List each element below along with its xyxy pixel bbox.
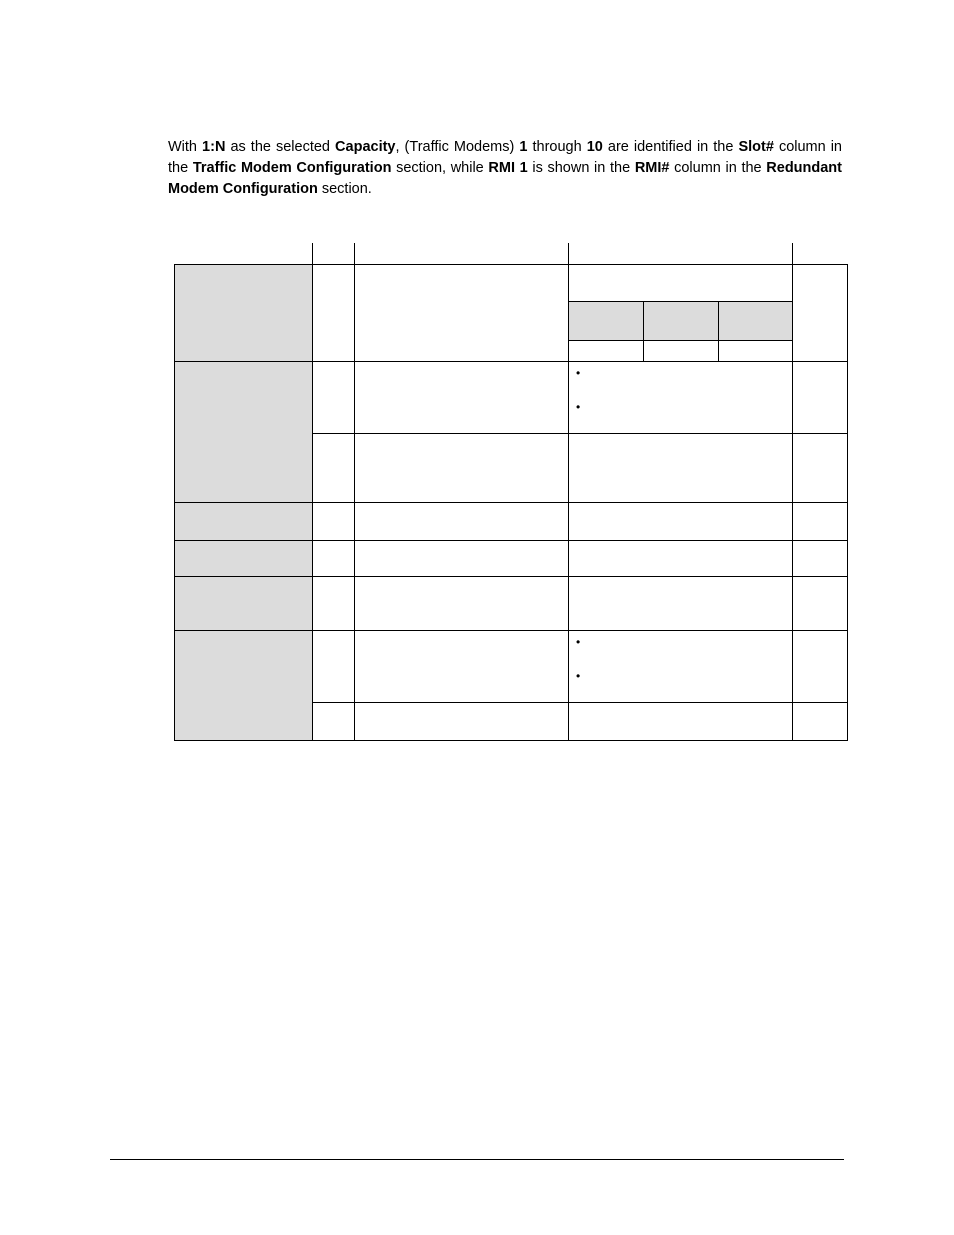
bullet-point: • (576, 669, 581, 683)
table-row-label (174, 631, 312, 741)
slot-from: 1 (519, 138, 528, 155)
slot-column-name: Slot# (738, 138, 774, 155)
table-header-row (174, 243, 848, 265)
subtable-header-cell (569, 302, 643, 340)
redundant-section-name: Redundant Modem Configuration (168, 159, 842, 197)
column-divider (792, 265, 793, 741)
subtable-header-cell (719, 302, 792, 340)
table-right-border (847, 265, 848, 741)
subtable-divider (718, 302, 719, 361)
table-row-label (174, 541, 312, 577)
bullet-point: • (576, 400, 581, 414)
column-divider (312, 265, 313, 741)
row-divider (312, 433, 848, 434)
column-divider (354, 265, 355, 741)
subtable-row-line (568, 340, 792, 341)
row-divider (312, 702, 848, 703)
header-divider (792, 243, 793, 265)
table-row-label (174, 503, 312, 541)
row-divider (312, 576, 848, 577)
configuration-table (174, 243, 848, 741)
capacity-value: 1:N (202, 138, 226, 155)
row-divider (312, 630, 848, 631)
bullet-point: • (576, 366, 581, 380)
row-divider (312, 361, 848, 362)
row-divider (312, 540, 848, 541)
row-divider (312, 502, 848, 503)
rmi-column-name: RMI# (634, 159, 670, 176)
traffic-section-name: Traffic Modem Configuration (192, 159, 392, 176)
intro-paragraph: With 1:N as the selected Capacity, (Traffic Modems) 1 through 10 are identified in the Slot# column in the Traffic Modem Configuration section, while RMI 1 is shown in the RMI# column in the Redundant Modem Configuration section. (168, 138, 843, 197)
table-bottom-border (174, 740, 848, 741)
capacity-label: Capacity (335, 138, 396, 155)
subtable-divider (643, 302, 644, 361)
subtable-header-cell (644, 302, 718, 340)
slot-to: 10 (586, 138, 603, 155)
rmi-value: RMI 1 (488, 159, 528, 176)
table-row-label (174, 577, 312, 631)
bullet-point: • (576, 635, 581, 649)
header-divider (568, 243, 569, 265)
table-row-label (174, 265, 312, 362)
header-divider (312, 243, 313, 265)
table-row-label (174, 362, 312, 503)
footer-rule (110, 1159, 844, 1160)
header-divider (354, 243, 355, 265)
